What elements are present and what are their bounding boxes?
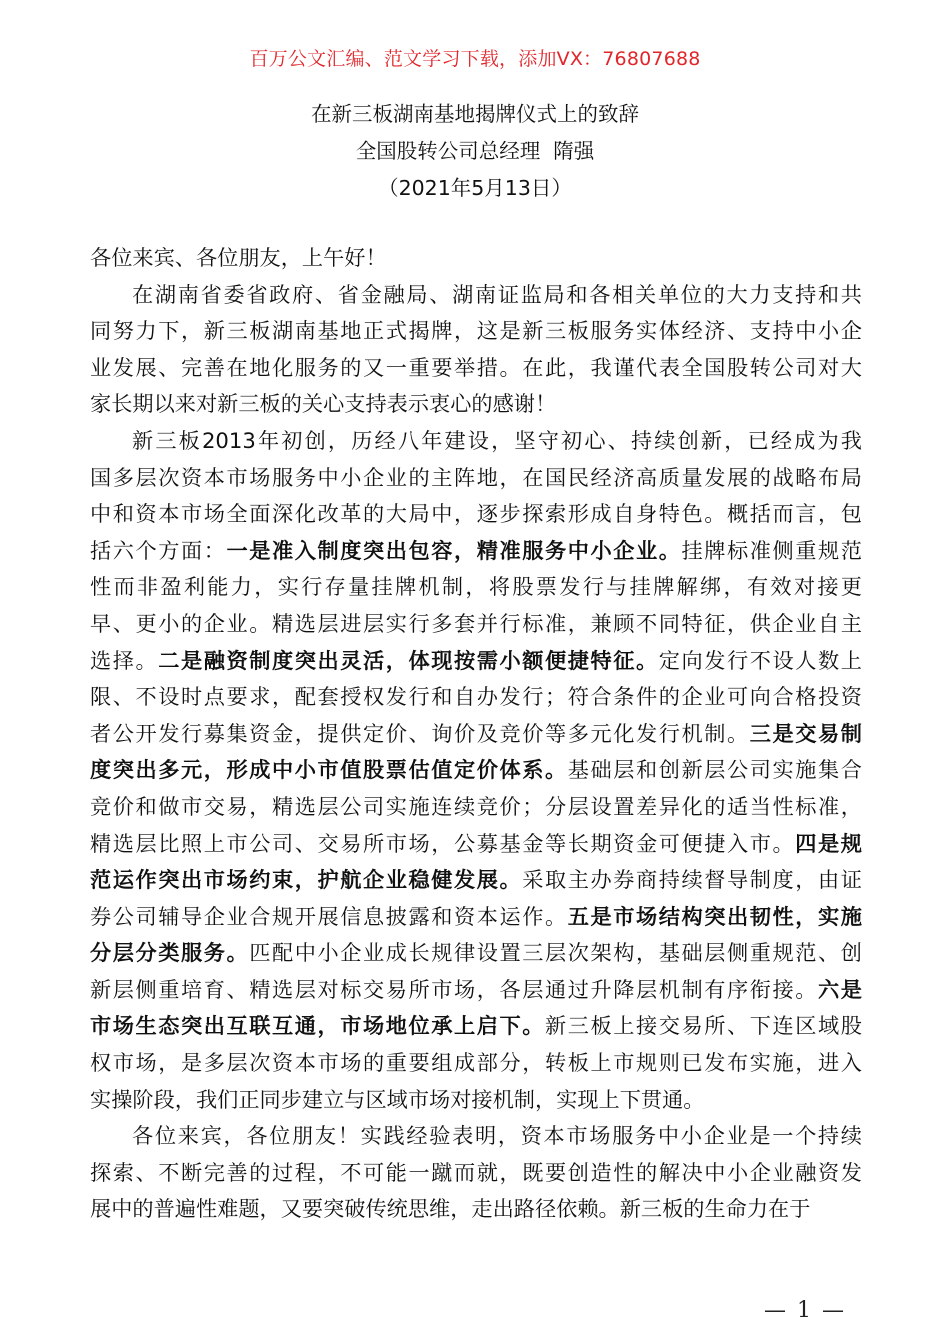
bold-text-segment: 四是规	[795, 830, 862, 856]
text-segment: 新三板上接交易所、下连区域股	[545, 1013, 862, 1039]
text-line	[90, 423, 862, 460]
text-line	[90, 789, 862, 826]
text-segment: 各位来宾、各位朋友，上午好！	[90, 245, 387, 270]
text-line	[90, 533, 862, 570]
text-segment: 展中的普遍性难题，又要突破传统思维，走出路径依赖。新三板的生命力在于	[90, 1196, 811, 1222]
page-number: — 1 —	[764, 1298, 846, 1323]
text-line	[90, 240, 862, 277]
date-line: （2021年5月13日）	[378, 176, 572, 200]
watermark-banner: 百万公文汇编、范文学习下载，添加VX：76807688	[249, 48, 701, 70]
text-line	[90, 1008, 862, 1045]
text-segment: 者公开发行募集资金，提供定价、询价及竞价等多元化发行机制。	[90, 720, 750, 746]
speaker-line: 全国股转公司总经理 隋强	[355, 139, 595, 163]
text-segment: 实操阶段，我们正同步建立与区域市场对接机制，实现上下贯通。	[90, 1086, 705, 1112]
text-line	[90, 350, 862, 387]
text-line	[90, 935, 862, 972]
document-title: 在新三板湖南基地揭牌仪式上的致辞	[311, 102, 639, 126]
text-segment: 业发展、完善在地化服务的又一重要举措。在此，我谨代表全国股转公司对大	[90, 354, 862, 380]
text-line	[90, 1045, 862, 1082]
text-segment: 括六个方面：	[90, 537, 227, 563]
text-segment: 采取主办券商持续督导制度，由证	[522, 867, 862, 893]
text-segment: 同努力下，新三板湖南基地正式揭牌，这是新三板服务实体经济、支持中小企	[90, 318, 862, 344]
text-line	[90, 1082, 862, 1119]
text-line	[90, 313, 862, 350]
text-line	[90, 752, 862, 789]
text-line	[90, 386, 862, 423]
text-segment: 国多层次资本市场服务中小企业的主阵地，在国民经济高质量发展的战略布局	[90, 464, 862, 490]
text-line	[90, 679, 862, 716]
text-segment: 挂牌标准侧重规范	[681, 537, 862, 563]
text-segment: 权市场，是多层次资本市场的重要组成部分，转板上市规则已发布实施，进入	[90, 1050, 862, 1076]
text-segment: 精选层比照上市公司、交易所市场，公募基金等长期资金可便捷入市。	[90, 830, 796, 856]
text-line	[90, 826, 862, 863]
text-segment: 在湖南省委省政府、省金融局、湖南证监局和各相关单位的大力支持和共	[132, 281, 862, 307]
text-line	[90, 643, 862, 680]
bold-text-segment: 一是准入制度突出包容，精准服务中小企业。	[226, 537, 682, 563]
text-segment: 探索、不断完善的过程，不可能一蹴而就，既要创造性的解决中小企业融资发	[90, 1159, 862, 1185]
text-line	[90, 460, 862, 497]
text-segment: 券公司辅导企业合规开展信息披露和资本运作。	[90, 903, 568, 929]
text-segment: 各位来宾，各位朋友！实践经验表明，资本市场服务中小企业是一个持续	[132, 1123, 862, 1149]
text-line	[90, 1155, 862, 1192]
text-line	[90, 862, 862, 899]
text-segment: 家长期以来对新三板的关心支持表示衷心的感谢！	[90, 391, 557, 417]
text-line	[90, 496, 862, 533]
text-segment: 新层侧重培育、精选层对标交易所市场，各层通过升降层机制有序衔接。	[90, 976, 819, 1002]
text-line	[90, 277, 862, 314]
title-block	[0, 96, 950, 207]
text-line	[90, 1191, 862, 1228]
bold-text-segment: 分层分类服务。	[90, 940, 250, 966]
text-segment: 性而非盈利能力，实行存量挂牌机制，将股票发行与挂牌解绑，有效对接更	[90, 574, 862, 600]
text-line	[90, 1118, 862, 1155]
bold-text-segment: 五是市场结构突出韧性，实施	[567, 903, 862, 929]
text-segment: 早、更小的企业。精选层进层实行多套并行标准，兼顾不同特征，供企业自主	[90, 610, 862, 636]
text-segment: 新三板2013年初创，历经八年建设，坚守初心、持续创新，已经成为我	[132, 427, 862, 453]
bold-text-segment: 度突出多元，形成中小市值股票估值定价体系。	[90, 757, 568, 783]
text-segment: 中和资本市场全面深化改革的大局中，逐步探索形成自身特色。概括而言，包	[90, 501, 862, 527]
speech-body	[90, 240, 862, 1228]
text-segment: 定向发行不设人数上	[658, 647, 862, 673]
text-segment: 竞价和做市交易，精选层公司实施连续竞价；分层设置差异化的适当性标准，	[90, 793, 862, 819]
bold-text-segment: 范运作突出市场约束，护航企业稳健发展。	[90, 867, 523, 893]
text-segment: 选择。	[90, 647, 159, 673]
text-line	[90, 972, 862, 1009]
text-line	[90, 606, 862, 643]
text-segment: 基础层和创新层公司实施集合	[567, 757, 862, 783]
text-line	[90, 569, 862, 606]
text-segment: 限、不设时点要求，配套授权发行和自办发行；符合条件的企业可向合格投资	[90, 684, 862, 710]
bold-text-segment: 六是	[818, 976, 862, 1002]
text-line	[90, 716, 862, 753]
text-segment: 匹配中小企业成长规律设置三层次架构，基础层侧重规范、创	[249, 940, 862, 966]
text-line	[90, 899, 862, 936]
bold-text-segment: 三是交易制	[749, 720, 862, 746]
bold-text-segment: 市场生态突出互联互通，市场地位承上启下。	[90, 1013, 546, 1039]
bold-text-segment: 二是融资制度突出灵活，体现按需小额便捷特征。	[158, 647, 659, 673]
